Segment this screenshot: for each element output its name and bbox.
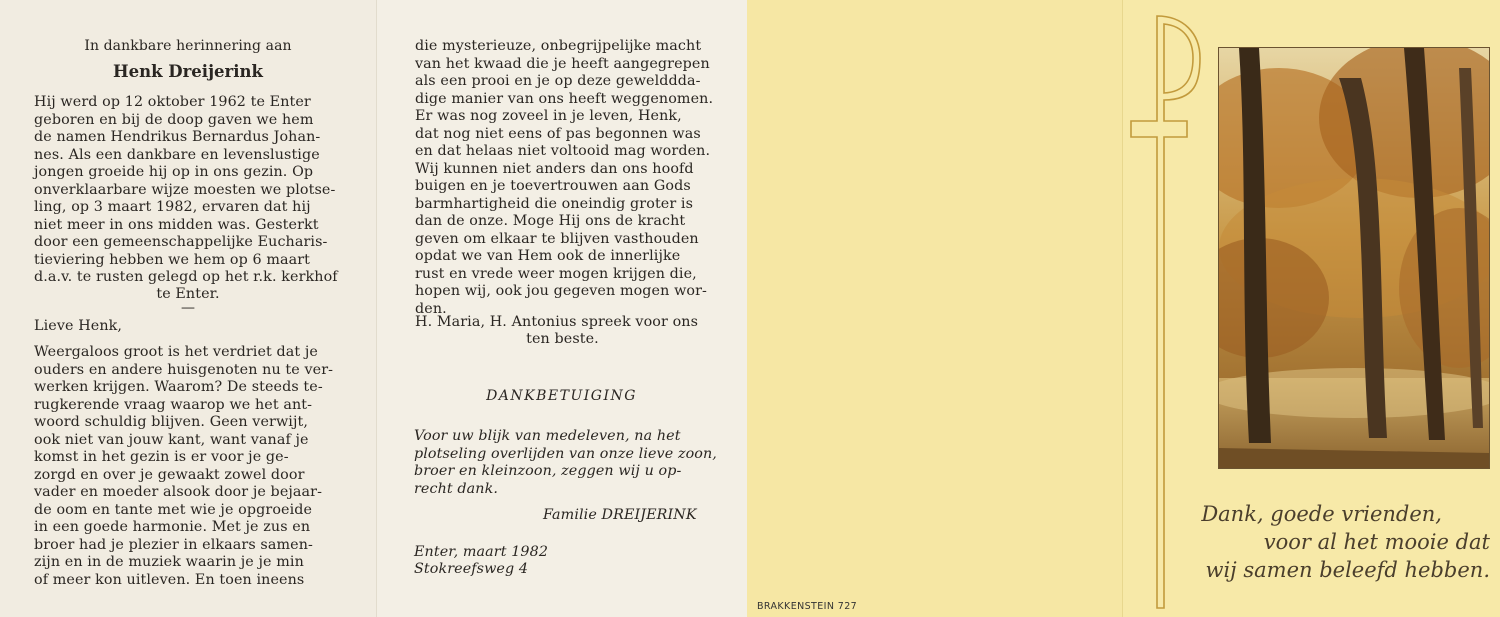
letter-text [34, 344, 333, 589]
letter-line: vader en moeder alsook door je bejaar- [34, 484, 323, 500]
biography-text [34, 94, 338, 287]
cont-line: die mysterieuze, onbegrijpelijke macht [415, 38, 702, 54]
bio-line: tieviering hebben we hem op 6 maart [34, 251, 311, 268]
quote-line: voor al het mooie dat [1263, 530, 1490, 554]
letter-continuation [415, 38, 713, 318]
letter-line: komst in het gezin is er voor je ge- [34, 449, 289, 465]
thanks-line: plotseling overlijden van onze lieve zoon, [414, 445, 717, 462]
intro-heading: In dankbare herinnering aan [84, 38, 292, 54]
bio-line: onverklaarbare wijze moesten we plotse- [34, 181, 336, 198]
cont-line: dan de onze. Moge Hij ons de kracht [415, 213, 686, 229]
letter-line: zijn en in de muziek waarin je je min [34, 554, 304, 570]
thanks-line: recht dank. [414, 480, 498, 497]
cont-line: en dat helaas niet voltooid mag worden. [415, 143, 711, 159]
bio-line: d.a.v. te rusten gelegd op het r.k. kerkhof [34, 269, 338, 285]
bio-line: nes. Als een dankbare en levenslustige [34, 146, 320, 163]
letter-line: ouders en andere huisgenoten nu te ver- [34, 361, 334, 378]
cont-line: dige manier van ons heeft weggenomen. [415, 90, 714, 107]
cont-line: geven om elkaar te blijven vasthouden [415, 230, 699, 247]
cont-line: hopen wij, ook jou gegeven mogen wor- [415, 283, 707, 299]
cont-line: barmhartigheid die oneindig groter is [415, 195, 694, 212]
cont-line: Wij kunnen niet anders dan ons hoofd [415, 160, 694, 177]
card-back-panel [747, 0, 1122, 617]
cont-line: als een prooi en je op deze gewelddda- [415, 73, 701, 89]
letter-line: woord schuldig blijven. Geen verwijt, [34, 414, 309, 430]
thank-you-quote [1201, 500, 1490, 584]
acknowledgement-title: DANKBETUIGING [486, 388, 637, 404]
prayer-line: H. Maria, H. Antonius spreek voor ons [415, 314, 699, 330]
letter-line: in een goede harmonie. Met je zus en [34, 519, 311, 535]
bio-line: door een gemeenschappelijke Eucharis- [34, 234, 328, 250]
letter-line: de oom en tante met wie je opgroeide [34, 501, 313, 518]
deceased-name: Henk Dreijerink [113, 62, 263, 81]
photo-frame [1218, 47, 1490, 469]
printer-imprint: BRAKKENSTEIN 727 [757, 601, 858, 612]
cont-line: buigen en je toevertrouwen aan Gods [415, 178, 691, 194]
letter-line: ook niet van jouw kant, want vanaf je [34, 431, 309, 448]
cont-line: rust en vrede weer mogen krijgen die, [415, 265, 697, 282]
section-divider: — [181, 300, 195, 316]
letter-line: werken krijgen. Waarom? De steeds te- [34, 379, 323, 395]
acknowledgement-text [414, 428, 717, 498]
greeting: Lieve Henk, [34, 318, 123, 334]
bio-line: geboren en bij de doop gaven we hem [34, 111, 314, 128]
bio-line: ling, op 3 maart 1982, ervaren dat hij [34, 199, 311, 215]
cont-line: van het kwaad die je heeft aangegrepen [415, 55, 710, 72]
family-signature: Familie DREIJERINK [543, 507, 697, 523]
place-date: Enter, maart 1982 [414, 544, 549, 560]
autumn-forest-photo [1219, 48, 1489, 468]
bio-line: de namen Hendrikus Bernardus Johan- [34, 129, 321, 145]
letter-line: Weergaloos groot is het verdriet dat je [34, 344, 318, 360]
bio-line: niet meer in ons midden was. Gesterkt [34, 216, 319, 233]
cont-line: dat nog niet eens of pas begonnen was [415, 125, 701, 142]
bio-line: jongen groeide hij op in ons gezin. Op [34, 164, 314, 180]
cont-line: Er was nog zoveel in je leven, Henk, [415, 108, 682, 124]
letter-line: zorgd en over je gewaakt zowel door [34, 466, 305, 483]
letter-line: broer had je plezier in elkaars samen- [34, 536, 313, 553]
address: Stokreefsweg 4 [414, 561, 529, 577]
quote-line: Dank, goede vrienden, [1201, 502, 1442, 526]
prayer-line-2: ten beste. [526, 331, 599, 347]
cont-line: den. [415, 300, 447, 317]
bio-last-line: te Enter. [156, 286, 220, 302]
card-front-panel [1122, 0, 1500, 617]
thanks-line: broer en kleinzoon, zeggen wij u op- [414, 463, 682, 479]
bio-line: Hij werd op 12 oktober 1962 te Enter [34, 94, 311, 110]
quote-line: wij samen beleefd hebben. [1205, 558, 1490, 582]
letter-line: rugkerende vraag waarop we het ant- [34, 396, 313, 413]
card-inner-left-panel [0, 0, 376, 617]
letter-line: of meer kon uitleven. En toen ineens [34, 571, 305, 588]
cont-line: opdat we van Hem ook de innerlijke [415, 248, 681, 264]
thanks-line: Voor uw blijk van medeleven, na het [414, 428, 681, 444]
